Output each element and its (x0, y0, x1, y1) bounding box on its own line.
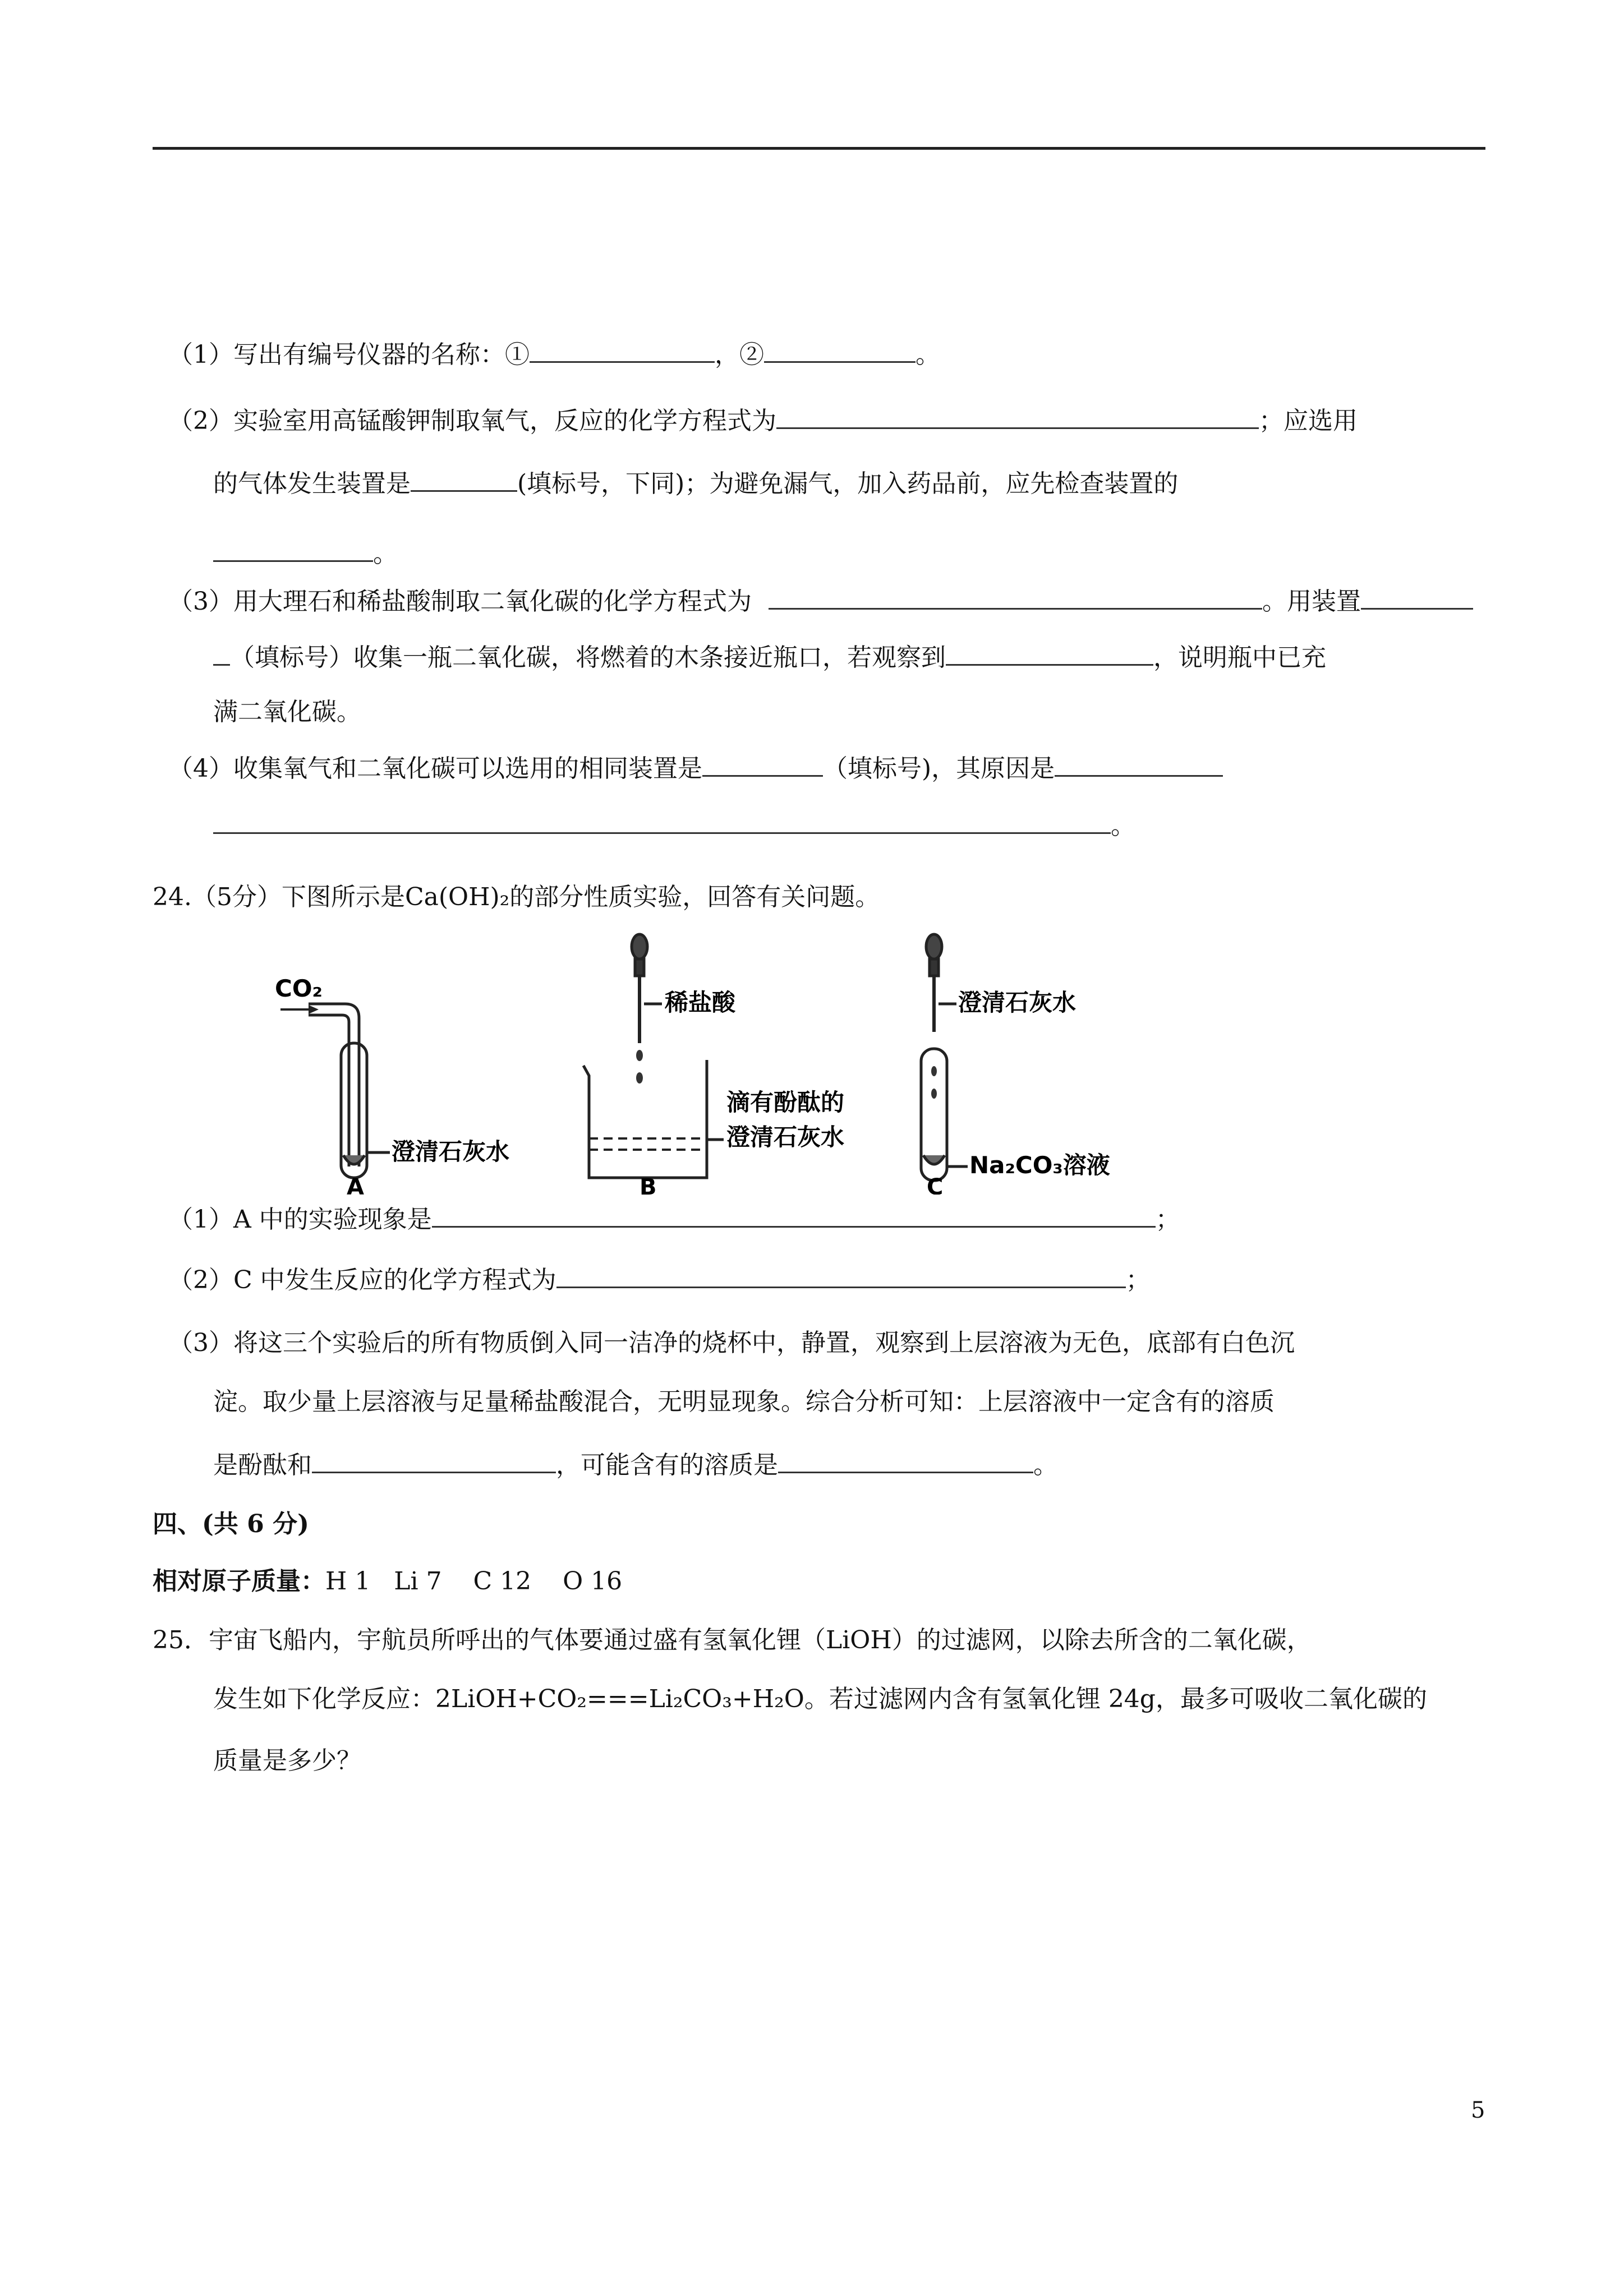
q24-part3-line3: 是酚酞和 ，可能含有的溶质是 。 (213, 1447, 1058, 1482)
answer-blank[interactable] (312, 1447, 556, 1473)
q23-part4-line2: 。 (213, 808, 1135, 843)
q23-part3-line3: 满二氧化碳。 (213, 698, 361, 726)
answer-blank[interactable] (213, 639, 230, 666)
answer-blank[interactable] (411, 465, 517, 492)
answer-blank[interactable] (556, 1262, 1126, 1288)
answer-blank[interactable] (1055, 750, 1223, 777)
answer-blank[interactable] (213, 808, 1111, 834)
label-c: C (927, 1174, 944, 1195)
q24-part1: （1）A 中的实验现象是 ； (168, 1201, 1180, 1237)
a-solution-label: 澄清石灰水 (392, 1138, 510, 1165)
c-carbonate-label: Na₂CO₃溶液 (969, 1151, 1110, 1179)
answer-blank[interactable] (530, 336, 715, 363)
q24-title: 24.（5分）下图所示是Ca(OH)₂的部分性质实验，回答有关问题。 (153, 883, 880, 911)
page-number: 5 (1471, 2097, 1485, 2123)
answer-blank[interactable] (769, 583, 1262, 610)
answer-blank[interactable] (764, 336, 915, 363)
apparatus-b (583, 934, 724, 1178)
answer-blank[interactable] (702, 750, 823, 777)
atomic-mass-line: 相对原子质量：H 1 Li 7 C 12 O 16 (153, 1567, 623, 1596)
q25-line1: 25．宇宙飞船内，宇航员所呼出的气体要通过盛有氢氧化锂（LiOH）的过滤网，以除去所含的二氧化碳， (153, 1626, 1312, 1654)
answer-blank[interactable] (778, 1447, 1033, 1473)
q24-part3-line2: 淀。取少量上层溶液与足量稀盐酸混合，无明显现象。综合分析可知：上层溶液中一定含有的溶质 (213, 1387, 1275, 1416)
q23-part2-line3: 。 (213, 536, 398, 571)
q25-line2: 发生如下化学反应：2LiOH+CO₂===Li₂CO₃+H₂O。若过滤网内含有氢氧化锂 24g，最多可吸收二氧化碳的 (213, 1685, 1427, 1713)
answer-blank[interactable] (1361, 583, 1473, 610)
apparatus-a (309, 1004, 390, 1178)
q23-part4-line1: （4）收集氧气和二氧化碳可以选用的相同装置是 （填标号)，其原因是 (168, 750, 1223, 786)
q24-part2: （2）C 中发生反应的化学方程式为 ； (168, 1262, 1151, 1297)
b-solution-label-2: 澄清石灰水 (726, 1123, 845, 1151)
b-solution-label-1: 滴有酚酞的 (726, 1089, 845, 1116)
q23-part2-line1: （2）实验室用高锰酸钾制取氧气，反应的化学方程式为 ；应选用 (168, 403, 1358, 438)
b-acid-label: 稀盐酸 (665, 989, 736, 1016)
header-rule (153, 147, 1485, 150)
q23-part2-line2: 的气体发生装置是 (填标号，下同)；为避免漏气，加入药品前，应先检查装置的 (213, 465, 1178, 501)
label-a: A (347, 1174, 364, 1195)
answer-blank[interactable] (432, 1201, 1156, 1228)
q23-part3-line1: （3）用大理石和稀盐酸制取二氧化碳的化学方程式为 。用装置 (168, 583, 1473, 619)
q23-part3-line2: （填标号）收集一瓶二氧化碳，将燃着的木条接近瓶口，若观察到 ，说明瓶中已充 (213, 639, 1326, 675)
experiment-figure (247, 931, 1167, 1195)
apparatus-c (921, 934, 968, 1181)
answer-blank[interactable] (213, 536, 373, 562)
label-b: B (640, 1174, 657, 1195)
answer-blank[interactable] (776, 403, 1259, 429)
q23-part1: （1）写出有编号仪器的名称：① ，② 。 (168, 336, 940, 372)
co2-label: CO₂ (275, 975, 323, 1002)
section-heading: 四、(共 6 分) (153, 1510, 309, 1538)
q25-line3: 质量是多少？ (213, 1746, 361, 1775)
c-limewater-label: 澄清石灰水 (958, 989, 1076, 1016)
q24-part3-line1: （3）将这三个实验后的所有物质倒入同一洁净的烧杯中，静置，观察到上层溶液为无色，底部有白色沉 (168, 1329, 1295, 1357)
answer-blank[interactable] (946, 639, 1153, 666)
